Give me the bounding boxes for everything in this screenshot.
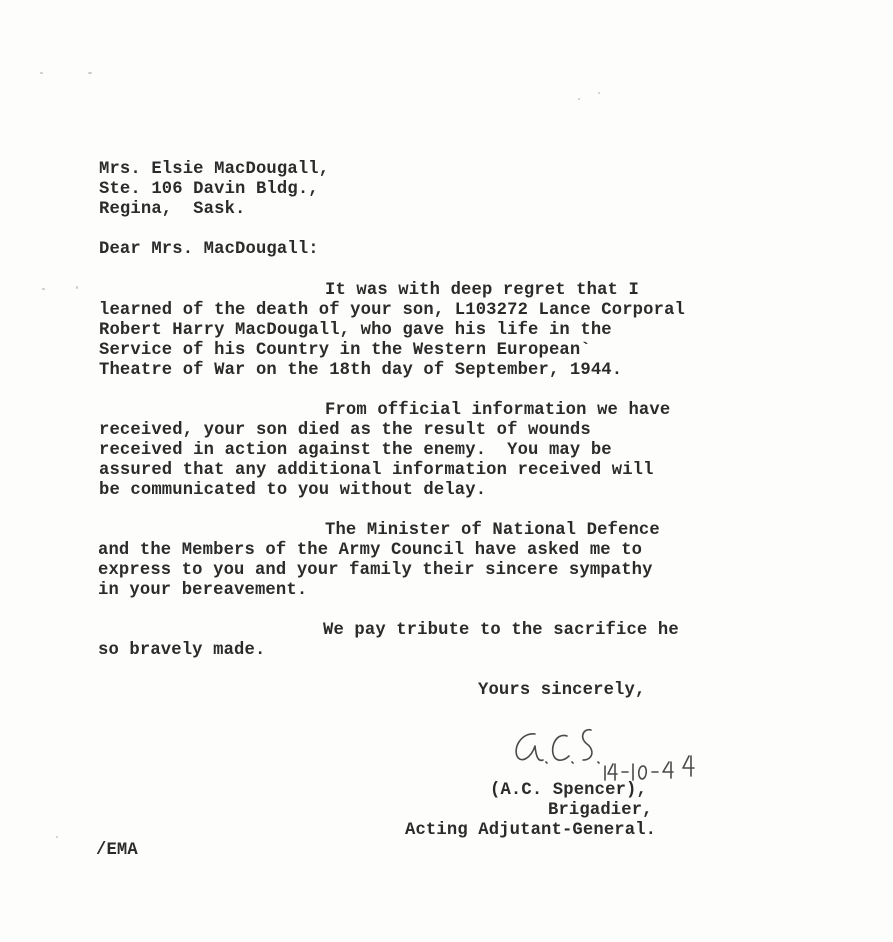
paragraph-1-line-4: Service of his Country in the Western European` [99, 341, 591, 360]
signer-name: (A.C. Spencer), [490, 781, 647, 800]
paragraph-4-line-1: We pay tribute to the sacrifice he [323, 621, 679, 640]
paragraph-2-line-4: assured that any additional information received will [99, 461, 654, 480]
paragraph-2-line-2: received, your son died as the result of wounds [99, 421, 591, 440]
paragraph-3-line-4: in your bereavement. [98, 581, 308, 600]
paragraph-1-line-1: It was with deep regret that I [325, 281, 639, 300]
paragraph-3-line-2: and the Members of the Army Council have asked me to [98, 541, 643, 560]
paragraph-2-line-3: received in action against the enemy. You may be [99, 441, 612, 460]
signer-title: Acting Adjutant-General. [405, 821, 657, 840]
salutation: Dear Mrs. MacDougall: [99, 240, 319, 259]
paragraph-2-line-1: From official information we have [325, 401, 671, 420]
closing: Yours sincerely, [478, 681, 646, 700]
paragraph-2-line-5: be communicated to you without delay. [99, 481, 487, 500]
paragraph-3-line-3: express to you and your family their sincere sympathy [98, 561, 653, 580]
paragraph-4-line-2: so bravely made. [98, 641, 266, 660]
paragraph-1-line-5: Theatre of War on the 18th day of September, 1944. [99, 361, 623, 380]
address-line-3: Regina, Sask. [99, 200, 246, 219]
handwritten-signature [505, 712, 725, 782]
paragraph-3-line-1: The Minister of National Defence [325, 521, 660, 540]
reference-initials: /EMA [96, 841, 138, 860]
address-line-2: Ste. 106 Davin Bldg., [99, 180, 319, 199]
signer-rank: Brigadier, [548, 801, 653, 820]
address-line-1: Mrs. Elsie MacDougall, [99, 160, 330, 179]
paragraph-1-line-3: Robert Harry MacDougall, who gave his life in the [99, 321, 612, 340]
paragraph-1-line-2: learned of the death of your son, L103272 Lance Corporal [99, 301, 685, 320]
